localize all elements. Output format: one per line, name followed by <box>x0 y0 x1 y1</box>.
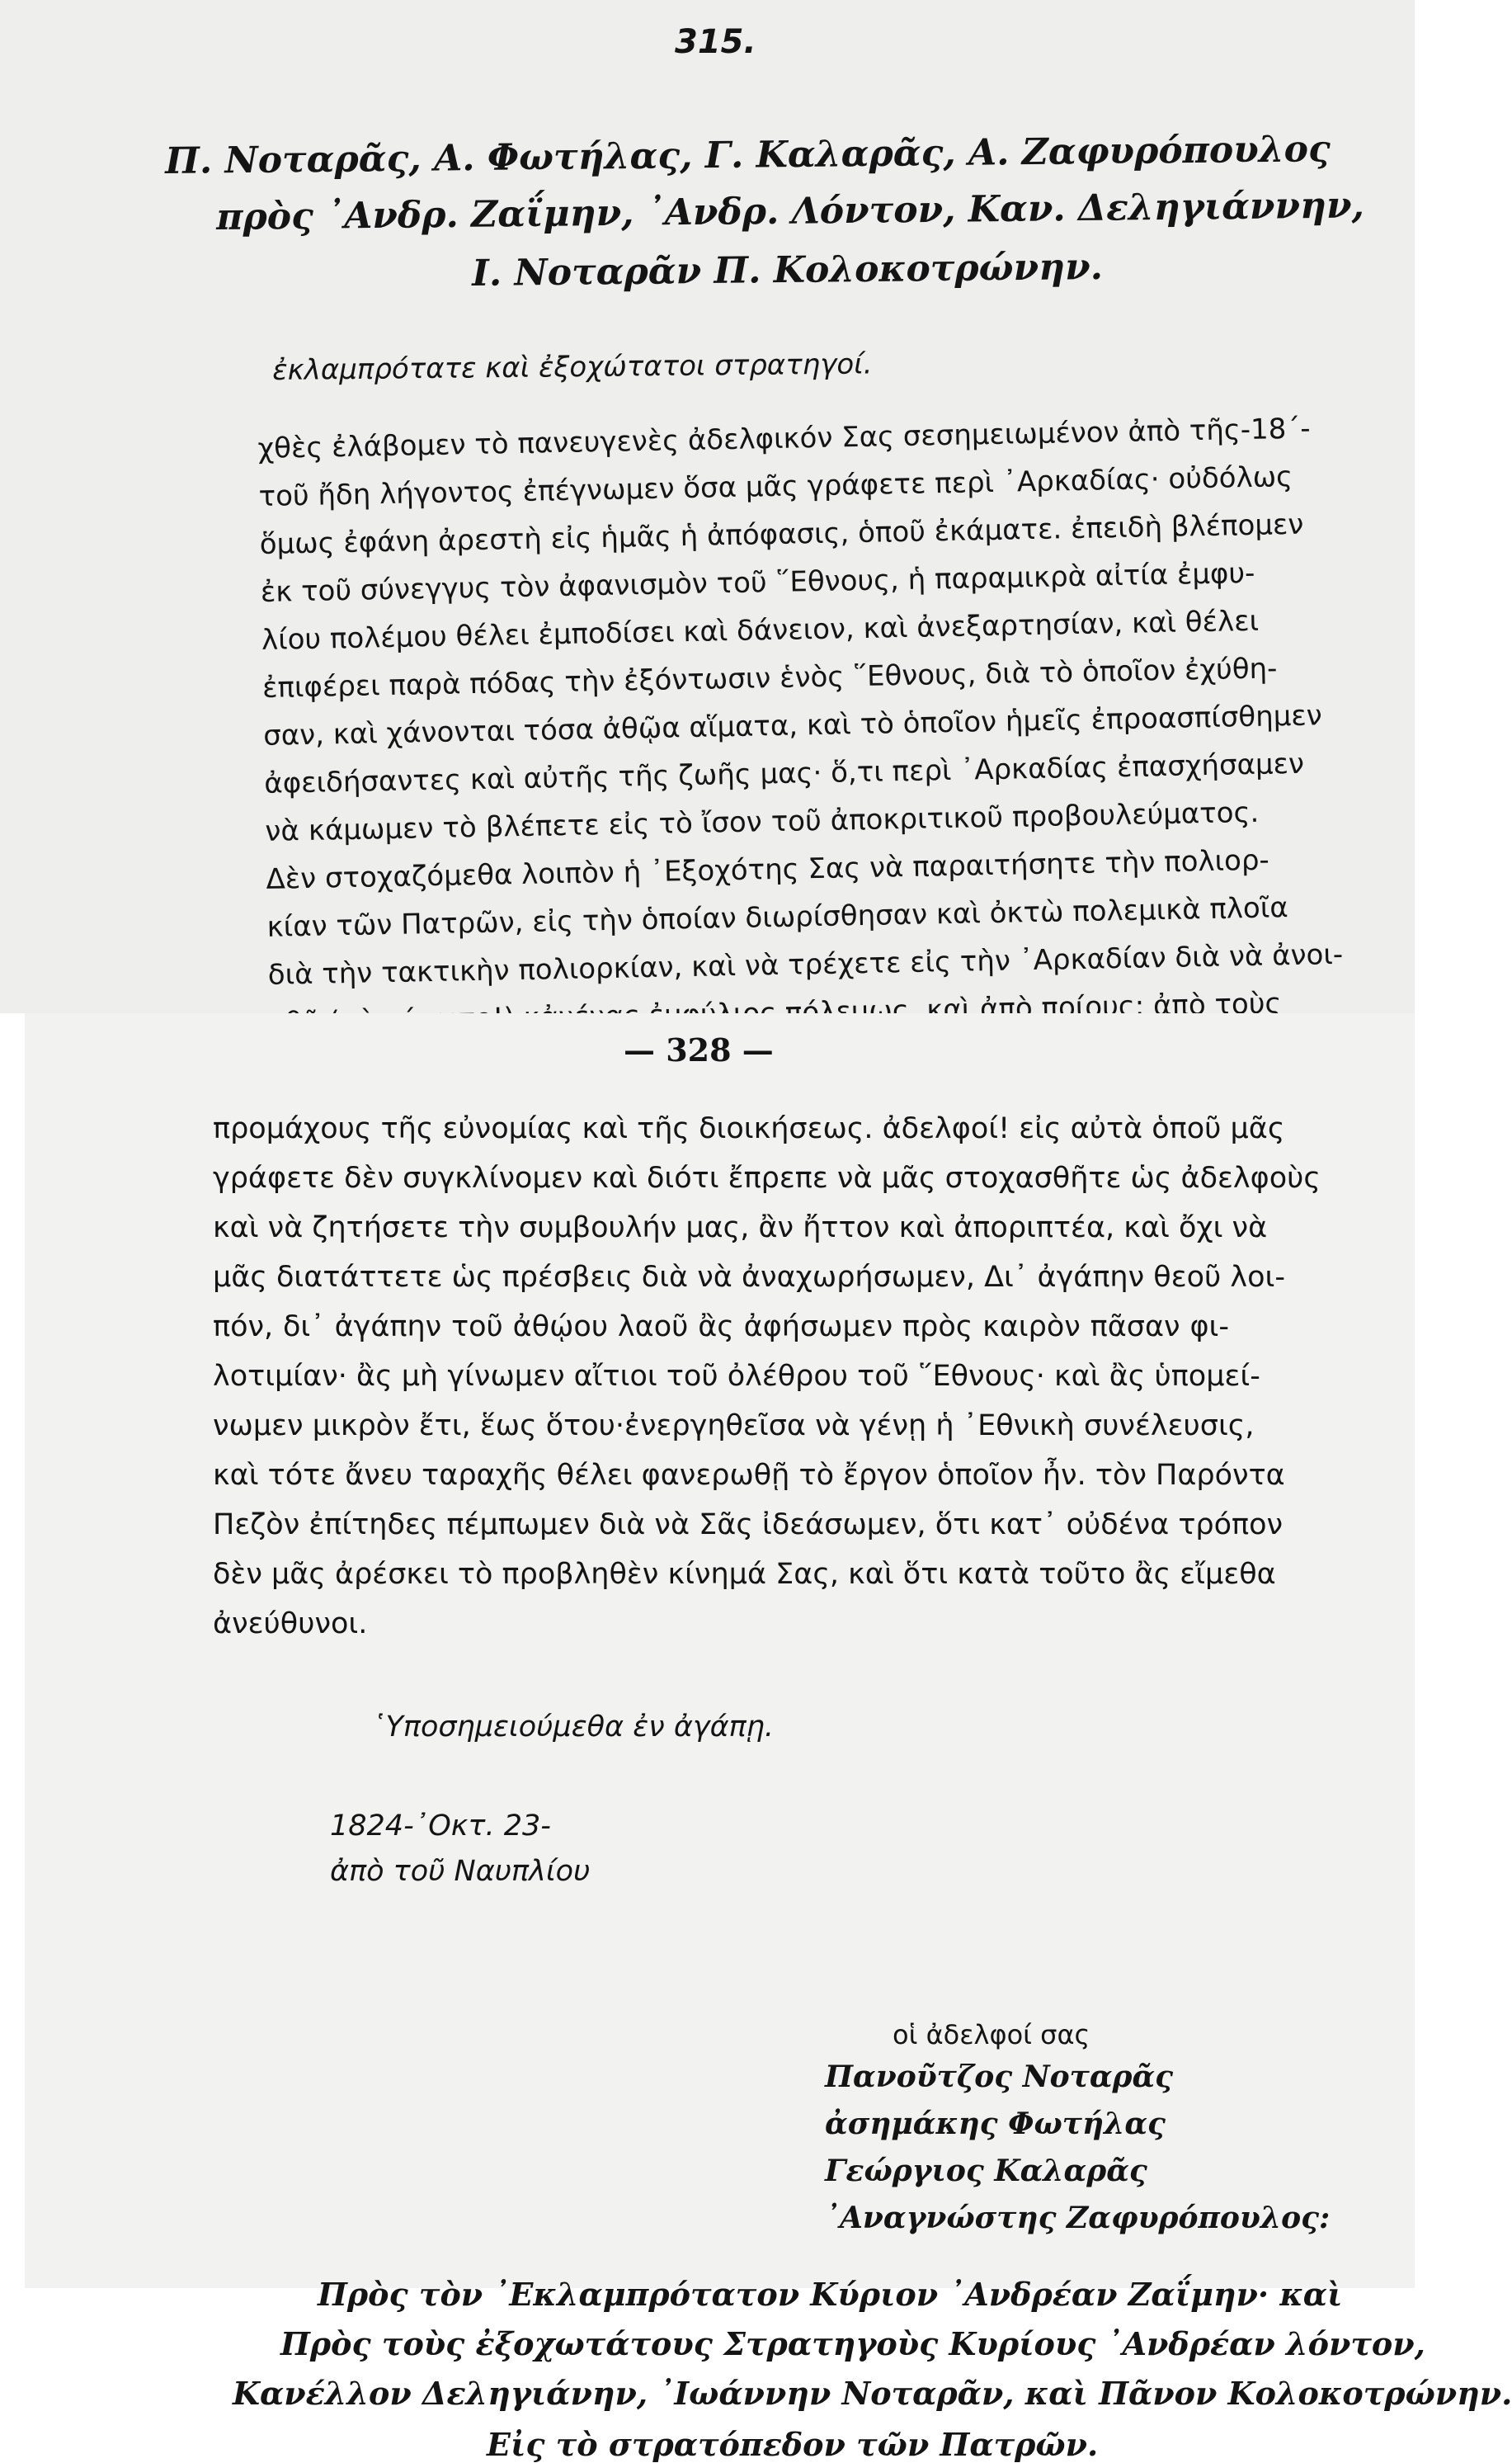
body-line: καὶ νὰ ζητήσετε τὴν συμβουλήν μας, ἂν ἤττον καὶ ἀποριπτέα, καὶ ὄχι νὰ <box>213 1211 1268 1244</box>
salutation: ἐκλαμπρότατε καὶ ἐξοχώτατοι στρατηγοί. <box>272 347 873 387</box>
scan-margin <box>0 1013 25 2288</box>
body-line: ἀφειδήσαντες καὶ αὐτῆς τῆς ζωῆς μας· ὅ,τι περὶ ᾿Αρκαδίας ἐπασχήσαμεν <box>263 747 1305 800</box>
heading-line-2: πρὸς ᾿Ανδρ. Ζαΐμην, ᾿Ανδρ. Λόντον, Καν. Δεληγιάννην, <box>216 184 1365 238</box>
address-line: Πρὸς τοὺς ἐξοχωτάτους Στρατηγοὺς Κυρίους ᾿Ανδρέαν λόντον, <box>280 2325 1425 2362</box>
address-line: Κανέλλον Δεληγιάνην, ᾿Ιωάννην Νοταρᾶν, καὶ Πᾶνον Κολοκοτρώνην. <box>233 2375 1512 2412</box>
body-line: νωμεν μικρὸν ἔτι, ἕως ὅτου·ἐνεργηθεῖσα νὰ γένῃ ἡ ᾿Εθνικὴ συνέλευσις, <box>213 1409 1255 1442</box>
body-line: ἐπιφέρει παρὰ πόδας τὴν ἐξόντωσιν ἑνὸς ῞Εθνους, διὰ τὸ ὁποῖον ἐχύθη- <box>261 652 1278 705</box>
signature-name: ᾿Αναγνώστης Ζαφυρόπουλος: <box>825 2201 1331 2235</box>
body-line: λοτιμίαν· ἂς μὴ γίνωμεν αἴτιοι τοῦ ὀλέθρου τοῦ ῞Εθνους· καὶ ἂς ὑπομεί- <box>213 1360 1260 1393</box>
body-line: ὅμως ἐφάνη ἀρεστὴ εἰς ἡμᾶς ἡ ἀπόφασις, ὁποῦ ἐκάματε. ἐπειδὴ βλέπομεν <box>259 507 1304 561</box>
signature-name: Πανοῦτζος Νοταρᾶς <box>825 2060 1174 2094</box>
body-line: διὰ τὴν τακτικὴν πολιορκίαν, καὶ νὰ τρέχετε εἰς τὴν ᾿Αρκαδίαν διὰ νὰ ἀνοι- <box>267 937 1344 992</box>
page-number: — 328 — <box>624 1031 774 1069</box>
address-line: Πρὸς τὸν ᾿Εκλαμπρότατον Κύριον ᾿Ανδρέαν Ζαΐμην· καὶ <box>318 2276 1343 2313</box>
letter-body-top <box>257 406 1344 1047</box>
body-line: χθὲς ἐλάβομεν τὸ πανευγενὲς ἀδελφικόν Σας σεσημειωμένον ἀπὸ τῆς-18΄- <box>257 412 1311 465</box>
top-page-scan <box>0 0 1415 1013</box>
bottom-page-scan <box>0 1013 1512 2463</box>
body-line: μᾶς διατάττετε ὡς πρέσβεις διὰ νὰ ἀναχωρήσωμεν, Δι᾿ ἀγάπην θεοῦ λοι- <box>213 1261 1286 1294</box>
body-line: Δὲν στοχαζόμεθα λοιπὸν ἡ ᾿Εξοχότης Σας νὰ παραιτήσητε τὴν πολιορ- <box>266 843 1270 896</box>
signature-name: Γεώργιος Καλαρᾶς <box>825 2154 1147 2188</box>
body-line: πόν, δι᾿ ἀγάπην τοῦ ἀθῴου λαοῦ ἂς ἀφήσωμεν πρὸς καιρὸν πᾶσαν φι- <box>213 1310 1229 1343</box>
body-line: καὶ τότε ἄνευ ταραχῆς θέλει φανερωθῇ τὸ ἔργον ὁποῖον ἦν. τὸν Παρόντα <box>213 1459 1285 1492</box>
place-line: ἀπὸ τοῦ Ναυπλίου <box>330 1855 591 1888</box>
letter-body-bottom <box>213 1104 1321 1649</box>
heading-line-1: Π. Νοταρᾶς, Α. Φωτήλας, Γ. Καλαρᾶς, Α. Ζαφυρόπουλος <box>165 128 1331 182</box>
body-line: προμάχους τῆς εὐνομίας καὶ τῆς διοικήσεως. ἀδελφοί! εἰς αὐτὰ ὁποῦ μᾶς <box>213 1112 1285 1145</box>
page-number: 315. <box>675 23 756 61</box>
body-line: γράφετε δὲν συγκλίνομεν καὶ διότι ἔπρεπε νὰ μᾶς στοχασθῆτε ὡς ἀδελφοὺς <box>213 1162 1321 1195</box>
body-line: ἐκ τοῦ σύνεγγυς τὸν ἀφανισμὸν τοῦ ῞Εθνους, ἡ παραμικρὰ αἰτία ἐμφυ- <box>260 556 1255 609</box>
date-line: 1824-᾿Οκτ. 23- <box>330 1810 551 1843</box>
body-line: σαν, καὶ χάνονται τόσα ἀθῷα αἵματα, καὶ τὸ ὁποῖον ἡμεῖς ἐπροασπίσθημεν <box>262 699 1323 753</box>
body-line: τοῦ ἤδη λήγοντος ἐπέγνωμεν ὅσα μᾶς γράφετε περὶ ᾿Αρκαδίας· οὐδόλως <box>258 460 1293 513</box>
body-line: δὲν μᾶς ἀρέσκει τὸ προβληθὲν κίνημά Σας, καὶ ὅτι κατὰ τοῦτο ἂς εἴμεθα <box>213 1558 1276 1591</box>
body-line: Πεζὸν ἐπίτηδες πέμπωμεν διὰ νὰ Σᾶς ἰδεάσωμεν, ὅτι κατ᾿ οὐδένα τρόπον <box>213 1508 1284 1541</box>
body-line: λίου πολέμου θέλει ἐμποδίσει καὶ δάνειον, καὶ ἀνεξαρτησίαν, καὶ θέλει <box>261 604 1260 657</box>
signature-name: ἀσημάκης Φωτήλας <box>825 2107 1166 2141</box>
body-line: κίαν τῶν Πατρῶν, εἰς τὴν ὁποίαν διωρίσθησαν καὶ ὀκτὼ πολεμικὰ πλοῖα <box>266 891 1289 944</box>
body-line: ἀνεύθυνοι. <box>213 1607 368 1640</box>
body-line: νὰ κάμωμεν τὸ βλέπετε εἰς τὸ ἴσον τοῦ ἀποκριτικοῦ προβουλεύματος. <box>265 795 1260 848</box>
closing-line: ῾Υποσημειούμεθα ἐν ἀγάπῃ. <box>371 1710 775 1743</box>
address-line: Εἰς τὸ στρατόπεδον τῶν Πατρῶν. <box>487 2426 1099 2463</box>
heading-line-3: Ι. Νοταρᾶν Π. Κολοκοτρώνην. <box>472 245 1104 295</box>
signature-intro: οἱ ἀδελφοί σας <box>893 2019 1090 2050</box>
